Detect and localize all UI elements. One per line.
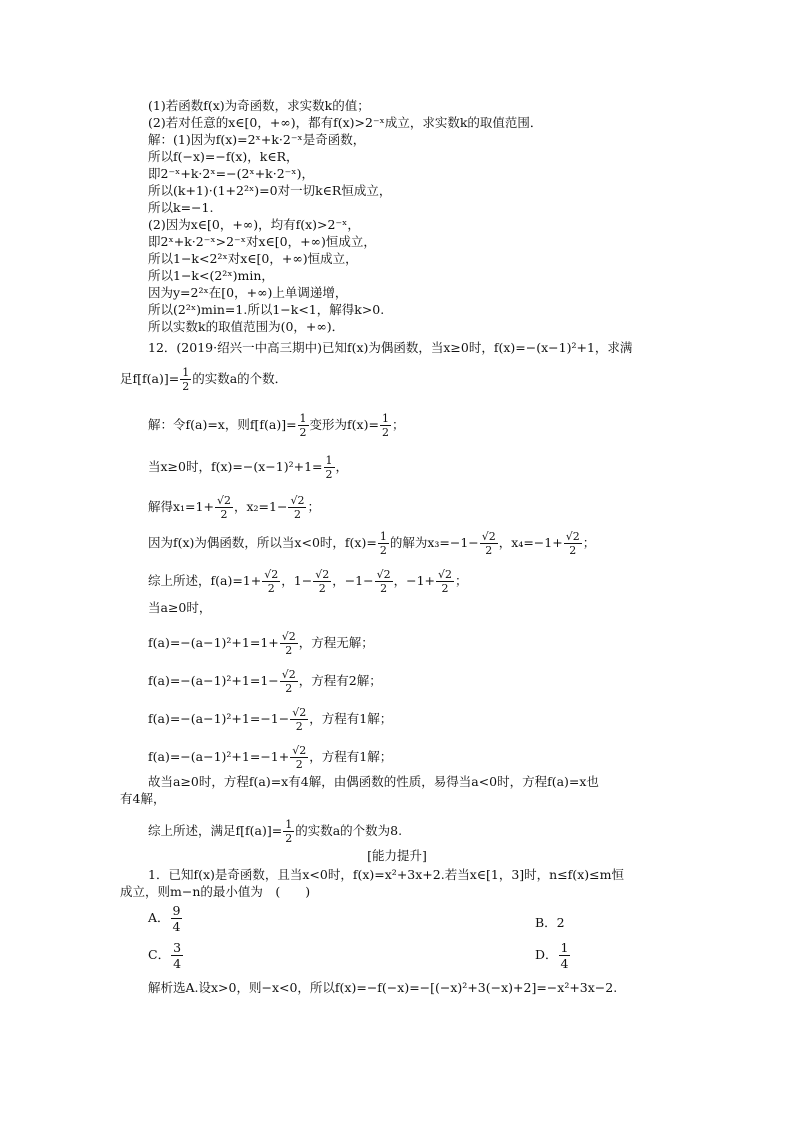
fraction: $\frac{1}{2}$ [182,366,190,393]
conclusion-line: 综上所述，满足f[f(a)]= $\frac{1}{2}$ 的实数a的个数为8. [148,818,403,845]
problem-12-line: 足f[f(a)]= $\frac{1}{2}$ 的实数a的个数． [120,366,288,393]
conclusion-line: 故当a≥0时，方程f(a)=x有4解，由偶函数的性质，易得当a<0时，方程f(a)=x也 [148,774,599,789]
fraction: $\frac{3}{4}$ [173,940,182,971]
fraction: $\frac{√2}{2}$ [292,744,307,771]
solution-line: 当x≥0时，f(x)=−(x−1)²+1= $\frac{1}{2}$ ， [148,454,349,481]
fraction: $\frac{√2}{2}$ [290,494,305,521]
text-line: 所以f(−x)=−f(x)，k∈R， [148,149,299,164]
fraction: $\frac{√2}{2}$ [281,668,296,695]
text-line: 解：(1)因为f(x)=2ˣ+k·2⁻ˣ是奇函数， [148,132,366,147]
fraction: $\frac{1}{2}$ [325,454,333,481]
solution-line: 因为f(x)为偶函数，所以当x<0时，f(x)= $\frac{1}{2}$ 的解为x₃=−1− $\frac{√2}{2}$ ，x₄=−1+ $\frac{√2}{2}$ ； [148,530,596,557]
question-line: 1．已知f(x)是奇函数，且当x<0时，f(x)=x²+3x+2.若当x∈[1，3]时，n≤f(x)≤m恒 [148,867,624,882]
fraction: $\frac{√2}{2}$ [292,706,307,733]
fraction: $\frac{√2}{2}$ [438,568,453,595]
conclusion-line: 有4解， [120,791,166,806]
fraction: $\frac{1}{4}$ [560,940,569,971]
fraction: $\frac{√2}{2}$ [281,630,296,657]
solution-line: 综上所述，f(a)=1+ $\frac{√2}{2}$ ，1− $\frac{√2}{2}$ ，−1− $\frac{√2}{2}$ ，−1+ $\frac{√2}{2}$ ； [148,568,468,595]
question-line: 成立，则m−n的最小值为 ( ) [120,884,311,899]
equation-line: f(a)=−(a−1)²+1=1+ $\frac{√2}{2}$ ，方程无解； [148,630,374,657]
solution-line: 解得x₁=1+ $\frac{√2}{2}$ ，x₂=1− $\frac{√2}{2}$ ； [148,494,320,521]
text-line: 因为y=2²ˣ在[0，+∞)上单调递增， [148,285,348,300]
fraction: $\frac{√2}{2}$ [565,530,580,557]
text-line: 所以(2²ˣ)min=1.所以1−k<1，解得k>0. [148,302,385,317]
fraction: $\frac{9}{4}$ [172,903,181,934]
fraction: $\frac{√2}{2}$ [216,494,231,521]
text-line: (1)若函数f(x)为奇函数，求实数k的值； [148,98,370,113]
equation-line: f(a)=−(a−1)²+1=1− $\frac{√2}{2}$ ，方程有2解； [148,668,382,695]
equation-line: f(a)=−(a−1)²+1=−1− $\frac{√2}{2}$ ，方程有1解； [148,706,393,733]
fraction: $\frac{√2}{2}$ [315,568,330,595]
fraction: $\frac{√2}{2}$ [481,530,496,557]
option-b: B．2 [535,915,565,930]
problem-12-line: 12．(2019·绍兴一中高三期中)已知f(x)为偶函数，当x≥0时，f(x)=−(x−1)²+1，求满 [148,340,633,355]
text-line: 所以k=−1. [148,200,214,215]
text-line: (2)若对任意的x∈[0，+∞)，都有f(x)>2⁻ˣ成立，求实数k的取值范围． [148,115,543,130]
option-c: C． $\frac{3}{4}$ [148,940,182,971]
fraction: $\frac{1}{2}$ [379,530,387,557]
fraction: $\frac{√2}{2}$ [264,568,279,595]
text-line: 所以(k+1)·(1+2²ˣ)=0对一切k∈R恒成立， [148,183,392,198]
fraction: $\frac{1}{2}$ [285,818,293,845]
solution-line: 解：令f(a)=x，则f[f(a)]= $\frac{1}{2}$ 变形为f(x)= $\frac{1}{2}$ ； [148,412,405,439]
section-heading: [能力提升] [367,848,427,863]
equation-line: f(a)=−(a−1)²+1=−1+ $\frac{√2}{2}$ ，方程有1解； [148,744,393,771]
fraction: $\frac{√2}{2}$ [376,568,391,595]
text-line: 所以1−k<(2²ˣ)min， [148,268,274,283]
text-line: 即2ˣ+k·2⁻ˣ>2⁻ˣ对x∈[0，+∞)恒成立， [148,234,376,249]
solution-line: 当a≥0时， [148,600,212,615]
option-d: D． $\frac{1}{4}$ [535,940,569,971]
text-line: (2)因为x∈[0，+∞)，均有f(x)>2⁻ˣ， [148,217,360,232]
text-line: 所以实数k的取值范围为(0，+∞)． [148,319,345,334]
text-line: 即2⁻ˣ+k·2ˣ=−(2ˣ+k·2⁻ˣ)， [148,166,314,181]
fraction: $\frac{1}{2}$ [299,412,307,439]
option-a: A． $\frac{9}{4}$ [148,903,181,934]
answer-line: 解析选A.设x>0，则−x<0，所以f(x)=−f(−x)=−[(−x)²+3(−x)+2]=−x²+3x−2. [148,980,618,995]
text-line: 所以1−k<2²ˣ对x∈[0，+∞)恒成立， [148,251,358,266]
fraction: $\frac{1}{2}$ [381,412,389,439]
